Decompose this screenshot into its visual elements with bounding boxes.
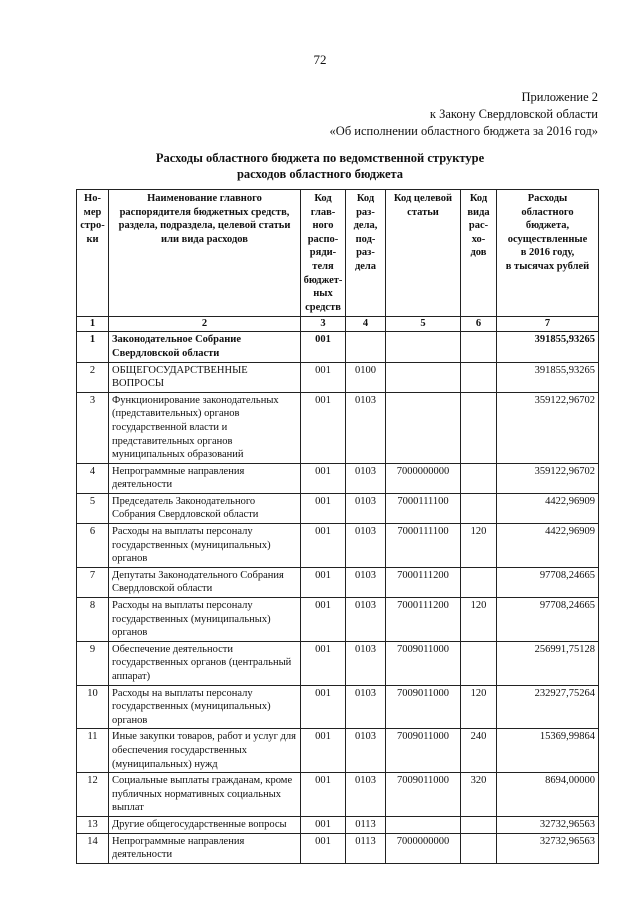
cell-section-code: 0103 [346, 493, 386, 523]
cell-section-code: 0103 [346, 773, 386, 817]
header-name: Наименование главного распорядителя бюджетных средств, раздела, подраздела, целевой статьи или вида расходов [109, 190, 301, 317]
header-expense-type-code: Код вида рас- хо- дов [461, 190, 497, 317]
cell-expense-type-code [461, 362, 497, 392]
appendix-line-3: «Об исполнении областного бюджета за 2016 год» [329, 124, 598, 138]
cell-name: Расходы на выплаты персоналу государственных (муниципальных) органов [109, 598, 301, 642]
table-row [77, 685, 599, 729]
table-row [77, 567, 599, 597]
cell-main-admin-code: 001 [301, 362, 346, 392]
cell-expense-type-code: 320 [461, 773, 497, 817]
cell-main-admin-code: 001 [301, 816, 346, 833]
cell-amount: 391855,93265 [497, 362, 599, 392]
cell-expense-type-code [461, 816, 497, 833]
cell-expense-type-code [461, 567, 497, 597]
cell-main-admin-code: 001 [301, 392, 346, 463]
cell-target-code: 7000111200 [386, 567, 461, 597]
cell-row-number: 11 [77, 729, 109, 773]
table-row [77, 392, 599, 463]
cell-target-code [386, 362, 461, 392]
cell-section-code: 0103 [346, 567, 386, 597]
column-number: 4 [346, 317, 386, 332]
cell-name: Председатель Законодательного Собрания Свердловской области [109, 493, 301, 523]
cell-amount: 4422,96909 [497, 493, 599, 523]
cell-row-number: 10 [77, 685, 109, 729]
cell-section-code: 0100 [346, 362, 386, 392]
cell-row-number: 4 [77, 463, 109, 493]
cell-amount: 32732,96563 [497, 833, 599, 863]
cell-section-code: 0113 [346, 833, 386, 863]
cell-expense-type-code: 240 [461, 729, 497, 773]
title-line-2: расходов областного бюджета [236, 167, 404, 181]
cell-expense-type-code [461, 493, 497, 523]
cell-expense-type-code [461, 463, 497, 493]
cell-name: Обеспечение деятельности государственных органов (центральный аппарат) [109, 641, 301, 685]
cell-amount: 15369,99864 [497, 729, 599, 773]
cell-name: Функционирование законодательных (представительных) органов государственной власти и представительных органов муниципальных образований [109, 392, 301, 463]
cell-amount: 359122,96702 [497, 392, 599, 463]
cell-amount: 8694,00000 [497, 773, 599, 817]
table-row [77, 524, 599, 568]
table-row [77, 816, 599, 833]
cell-section-code [346, 332, 386, 362]
cell-target-code: 7000111100 [386, 524, 461, 568]
header-row-number: Но- мер стро- ки [77, 190, 109, 317]
cell-name: Непрограммные направления деятельности [109, 833, 301, 863]
cell-main-admin-code: 001 [301, 833, 346, 863]
cell-section-code: 0113 [346, 816, 386, 833]
cell-row-number: 8 [77, 598, 109, 642]
column-number: 3 [301, 317, 346, 332]
table-row [77, 463, 599, 493]
cell-target-code: 7009011000 [386, 773, 461, 817]
cell-main-admin-code: 001 [301, 493, 346, 523]
cell-row-number: 12 [77, 773, 109, 817]
title-line-1: Расходы областного бюджета по ведомственной структуре [155, 151, 485, 165]
cell-amount: 232927,75264 [497, 685, 599, 729]
table-row [77, 773, 599, 817]
document-title [0, 150, 640, 182]
column-number: 7 [497, 317, 599, 332]
appendix-line-1: Приложение 2 [521, 90, 598, 104]
cell-section-code: 0103 [346, 729, 386, 773]
table-row [77, 332, 599, 362]
cell-expense-type-code [461, 332, 497, 362]
cell-amount: 391855,93265 [497, 332, 599, 362]
cell-section-code: 0103 [346, 524, 386, 568]
cell-name: Социальные выплаты гражданам, кроме публичных нормативных социальных выплат [109, 773, 301, 817]
cell-row-number: 3 [77, 392, 109, 463]
cell-name: Расходы на выплаты персоналу государственных (муниципальных) органов [109, 685, 301, 729]
cell-target-code: 7000000000 [386, 463, 461, 493]
cell-target-code: 7000000000 [386, 833, 461, 863]
cell-name: Расходы на выплаты персоналу государственных (муниципальных) органов [109, 524, 301, 568]
cell-row-number: 5 [77, 493, 109, 523]
header-main-admin-code: Код глав- ного распо- ряди- теля бюджет- ных средств [301, 190, 346, 317]
cell-section-code: 0103 [346, 598, 386, 642]
cell-name: Иные закупки товаров, работ и услуг для обеспечения государственных (муниципальных) нужд [109, 729, 301, 773]
table-header-row [77, 190, 599, 317]
cell-row-number: 2 [77, 362, 109, 392]
cell-expense-type-code: 120 [461, 685, 497, 729]
page-number: 72 [313, 52, 327, 67]
cell-target-code: 7009011000 [386, 641, 461, 685]
cell-name: Другие общегосударственные вопросы [109, 816, 301, 833]
cell-amount: 32732,96563 [497, 816, 599, 833]
cell-main-admin-code: 001 [301, 729, 346, 773]
cell-expense-type-code [461, 833, 497, 863]
header-section-code: Код раз- дела, под- раз- дела [346, 190, 386, 317]
cell-row-number: 6 [77, 524, 109, 568]
appendix-line-2: к Закону Свердловской области [429, 107, 598, 121]
cell-main-admin-code: 001 [301, 598, 346, 642]
cell-main-admin-code: 001 [301, 641, 346, 685]
cell-name: Законодательное Собрание Свердловской области [109, 332, 301, 362]
cell-expense-type-code [461, 392, 497, 463]
cell-target-code: 7000111100 [386, 493, 461, 523]
cell-target-code [386, 332, 461, 362]
cell-section-code: 0103 [346, 392, 386, 463]
budget-table [76, 189, 599, 864]
column-number: 1 [77, 317, 109, 332]
appendix-header [330, 89, 598, 140]
cell-expense-type-code [461, 641, 497, 685]
cell-amount: 359122,96702 [497, 463, 599, 493]
table-row [77, 598, 599, 642]
cell-name: Непрограммные направления деятельности [109, 463, 301, 493]
header-amount: Расходы областного бюджета, осуществленные в 2016 году, в тысячах рублей [497, 190, 599, 317]
cell-expense-type-code: 120 [461, 598, 497, 642]
table-body [77, 332, 599, 863]
cell-row-number: 14 [77, 833, 109, 863]
header-target-code: Код целевой статьи [386, 190, 461, 317]
cell-main-admin-code: 001 [301, 567, 346, 597]
column-number: 2 [109, 317, 301, 332]
table-row [77, 833, 599, 863]
cell-target-code: 7009011000 [386, 729, 461, 773]
cell-main-admin-code: 001 [301, 463, 346, 493]
cell-row-number: 13 [77, 816, 109, 833]
cell-row-number: 7 [77, 567, 109, 597]
cell-row-number: 1 [77, 332, 109, 362]
column-number: 5 [386, 317, 461, 332]
table-row [77, 493, 599, 523]
column-number: 6 [461, 317, 497, 332]
cell-section-code: 0103 [346, 463, 386, 493]
cell-target-code [386, 816, 461, 833]
cell-name: Депутаты Законодательного Собрания Свердловской области [109, 567, 301, 597]
cell-main-admin-code: 001 [301, 773, 346, 817]
cell-amount: 4422,96909 [497, 524, 599, 568]
cell-main-admin-code: 001 [301, 685, 346, 729]
cell-main-admin-code: 001 [301, 332, 346, 362]
cell-name: ОБЩЕГОСУДАРСТВЕННЫЕ ВОПРОСЫ [109, 362, 301, 392]
column-number-row [77, 317, 599, 332]
cell-main-admin-code: 001 [301, 524, 346, 568]
cell-section-code: 0103 [346, 641, 386, 685]
cell-row-number: 9 [77, 641, 109, 685]
table-row [77, 362, 599, 392]
cell-section-code: 0103 [346, 685, 386, 729]
cell-amount: 256991,75128 [497, 641, 599, 685]
cell-target-code: 7009011000 [386, 685, 461, 729]
cell-amount: 97708,24665 [497, 598, 599, 642]
cell-target-code [386, 392, 461, 463]
table-row [77, 729, 599, 773]
cell-expense-type-code: 120 [461, 524, 497, 568]
cell-amount: 97708,24665 [497, 567, 599, 597]
cell-target-code: 7000111200 [386, 598, 461, 642]
table-row [77, 641, 599, 685]
